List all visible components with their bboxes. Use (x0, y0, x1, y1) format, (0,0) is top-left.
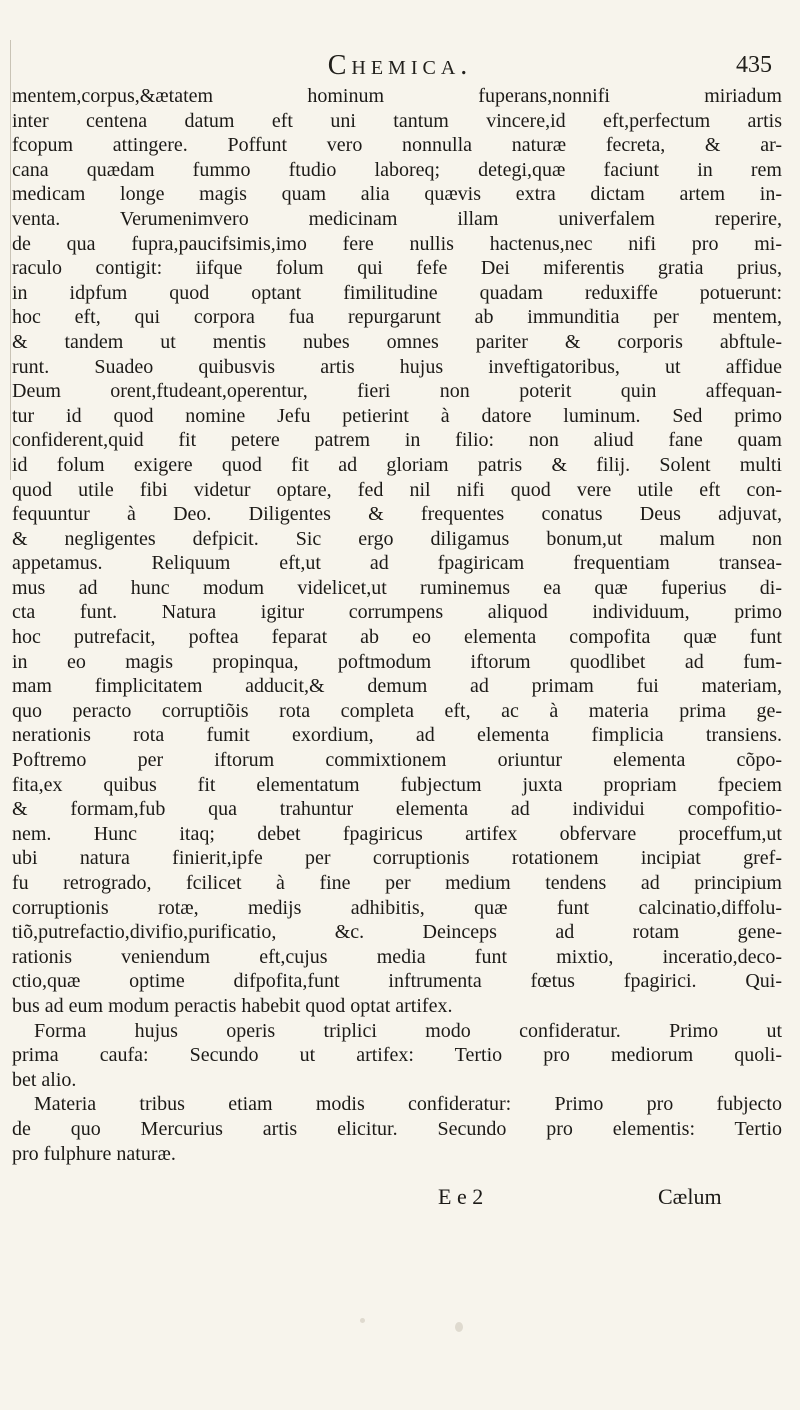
body-text (12, 84, 782, 1166)
text-line: rationis veniendum eft,cujus media funt mixtio, inceratio,deco- (12, 945, 782, 968)
text-line: & negligentes defpicit. Sic ergo diligamus bonum,ut malum non (12, 527, 782, 550)
text-line: de qua fupra,paucifsimis,imo fere nullis hactenus,nec nifi pro mi- (12, 232, 782, 255)
text-line: quod utile fibi videtur optare, fed nil nifi quod vere utile eft con- (12, 478, 782, 501)
text-line: in idpfum quod optant fimilitudine quadam reduxiffe potuerunt: (12, 281, 782, 304)
text-line: raculo contigit: iifque folum qui fefe Dei miferentis gratia prius, (12, 257, 782, 280)
text-line: venta. Verumenimvero medicinam illam univerfalem reperire, (12, 207, 782, 230)
text-line: runt. Suadeo quibusvis artis hujus inveftigatoribus, ut affidue (12, 355, 782, 378)
text-line: & tandem ut mentis nubes omnes pariter & corporis abftule- (12, 330, 782, 353)
text-line: inter centena datum eft uni tantum vincere,id eft,perfectum artis (12, 109, 782, 132)
text-line: nerationis rota fumit exordium, ad elementa fimplicia transiens. (12, 724, 782, 747)
text-line: corruptionis rotæ, medijs adhibitis, quæ funt calcinatio,diffolu- (12, 896, 782, 919)
text-line: hoc eft, qui corpora fua repurgarunt ab immunditia per mentem, (12, 306, 782, 329)
text-line: de quo Mercurius artis elicitur. Secundo pro elementis: Tertio (12, 1117, 782, 1140)
text-line: fcopum attingere. Poffunt vero nonnulla naturæ fecreta, & ar- (12, 134, 782, 157)
ink-spot (360, 1318, 365, 1323)
text-line: in eo magis propinqua, poftmodum iftorum quodlibet ad fum- (12, 650, 782, 673)
text-line: ubi natura finierit,ipfe per corruptionis rotationem incipiat gref- (12, 847, 782, 870)
text-line: Materia tribus etiam modis confideratur: Primo pro fubjecto (34, 1093, 782, 1116)
text-line: id folum exigere quod fit ad gloriam patris & filij. Solent multi (12, 453, 782, 476)
text-line: Deum orent,ftudeant,operentur, fieri non poterit quin affequan- (12, 380, 782, 403)
text-line: fu retrogrado, fcilicet à fine per medium tendens ad principium (12, 872, 782, 894)
text-line: confiderent,quid fit petere patrem in filio: non aliud fane quam (12, 429, 782, 452)
text-line: quo peracto corruptiõis rota completa eft, ac à materia prima ge- (12, 699, 782, 722)
text-line: pro fulphure naturæ. (12, 1142, 176, 1165)
text-line: appetamus. Reliquum eft,ut ad fpagiricam frequentiam transea- (12, 552, 782, 575)
ink-spot (455, 1322, 463, 1332)
text-line: nem. Hunc itaq; debet fpagiricus artifex obfervare proceffum,ut (12, 822, 782, 845)
text-line: tur id quod nomine Jefu petierint à datore luminum. Sed primo (12, 404, 782, 427)
signature-mark: E e 2 (438, 1184, 484, 1209)
text-line: fequuntur à Deo. Diligentes & frequentes conatus Deus adjuvat, (12, 503, 782, 526)
page-number: 435 (736, 52, 772, 78)
text-line: cana quædam fummo ftudio laboreq; detegi,quæ faciunt in rem (12, 158, 782, 181)
footer-line (0, 1184, 800, 1214)
text-line: & formam,fub qua trahuntur elementa ad individui compofitio- (12, 798, 782, 821)
text-line: mam fimplicitatem adducit,& demum ad primam fui materiam, (12, 675, 782, 698)
text-line: mus ad hunc modum videlicet,ut ruminemus ea quæ fuperius di- (12, 576, 782, 599)
text-line: bet alio. (12, 1068, 77, 1091)
text-line: fita,ex quibus fit elementatum fubjectum juxta propriam fpeciem (12, 773, 782, 796)
page-edge-line (10, 40, 11, 480)
text-line: Poftremo per iftorum commixtionem oriuntur elementa cõpo- (12, 749, 782, 772)
text-line: bus ad eum modum peractis habebit quod optat artifex. (12, 994, 453, 1017)
text-line: ctio,quæ optime difpofita,funt inftrumenta fœtus fpagirici. Qui- (12, 970, 782, 993)
text-line: tiõ,putrefactio,divifio,purificatio, &c. Deinceps ad rotam gene- (12, 921, 782, 944)
text-line: hoc putrefacit, poftea feparat ab eo elementa compofita quæ funt (12, 626, 782, 649)
text-line: Forma hujus operis triplici modo confideratur. Primo ut (34, 1019, 782, 1042)
catchword: Cælum (658, 1184, 722, 1209)
text-line: cta funt. Natura igitur corrumpens aliquod individuum, primo (12, 601, 782, 624)
running-title: Chemica. (327, 50, 473, 81)
text-line: prima caufa: Secundo ut artifex: Tertio pro mediorum quoli- (12, 1044, 782, 1067)
text-line: medicam longe magis quam alia quævis extra dictam artem in- (12, 183, 782, 206)
text-line: mentem,corpus,&ætatem hominum fuperans,nonnifi miriadum (12, 85, 782, 107)
